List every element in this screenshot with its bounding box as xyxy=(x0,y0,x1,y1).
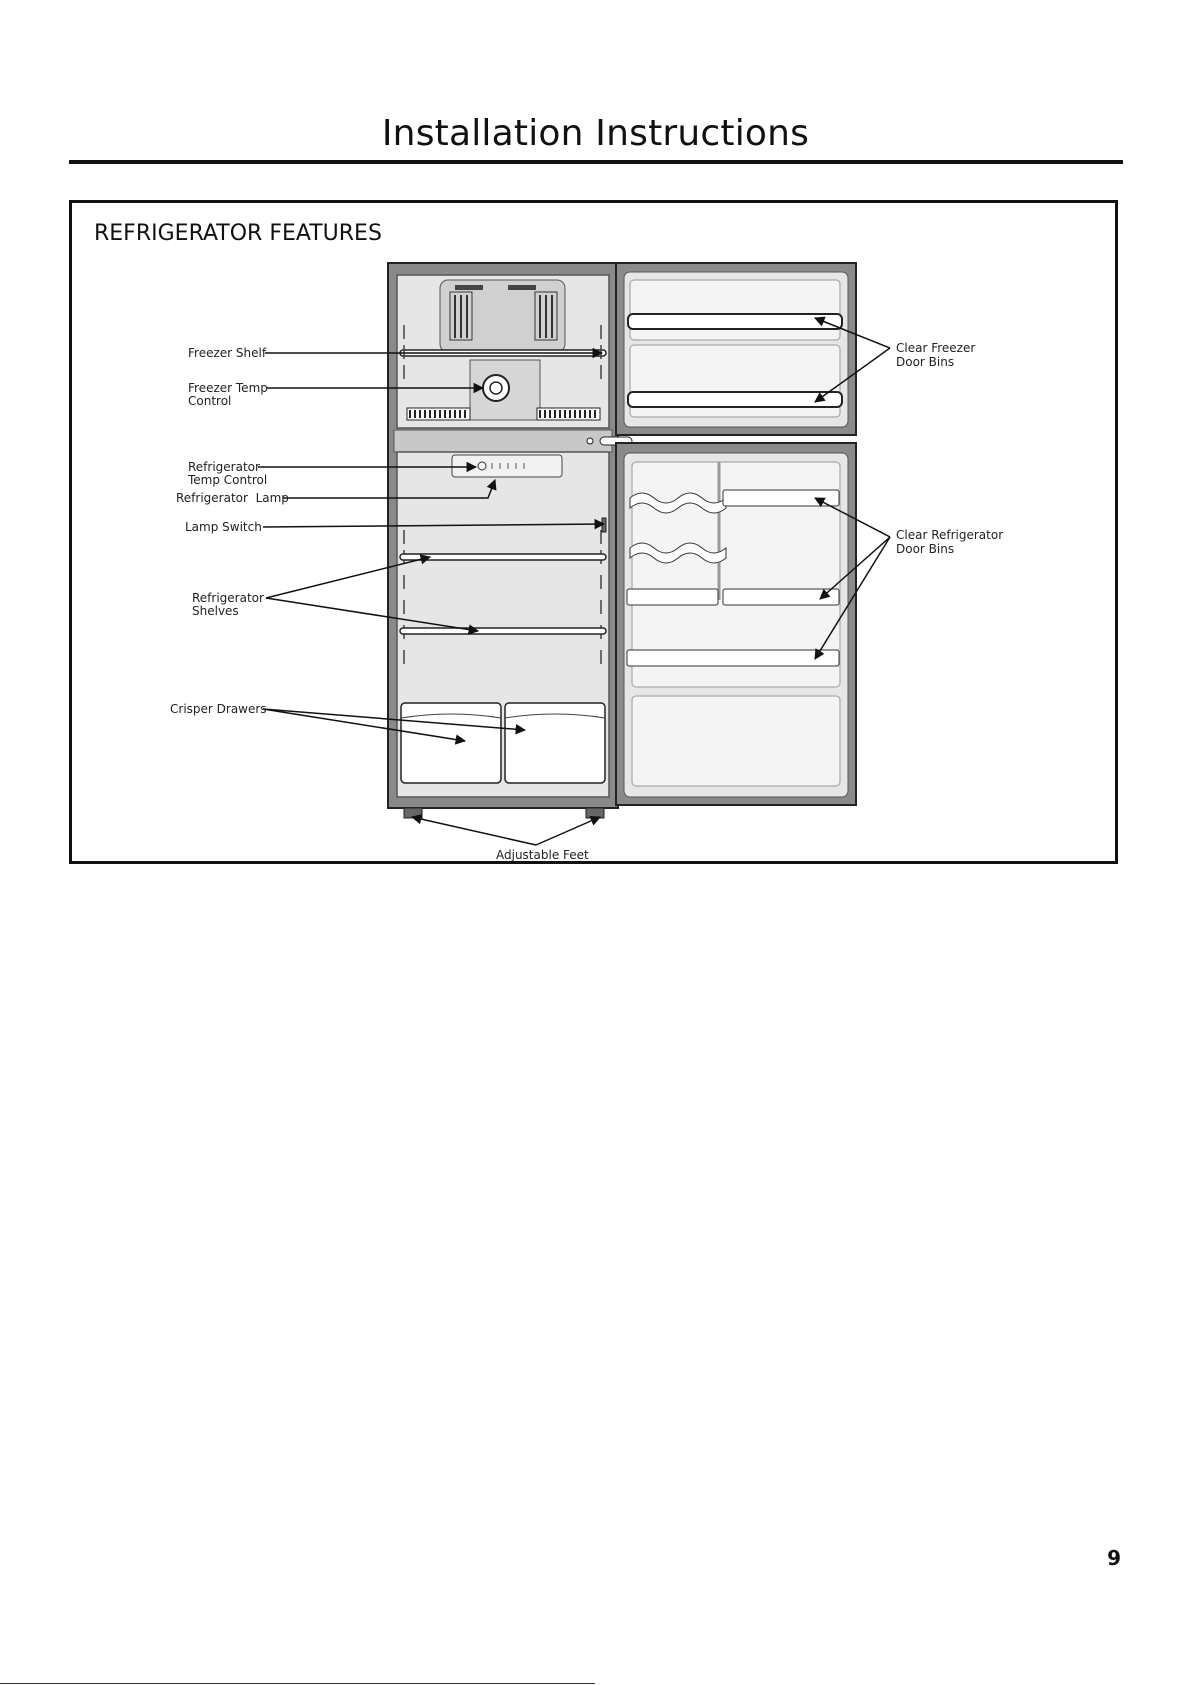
label-lamp-switch: Lamp Switch xyxy=(185,520,262,534)
label-clear-freezer-door-bins-1: Clear Freezer xyxy=(896,341,976,355)
label-freezer-shelf: Freezer Shelf xyxy=(188,346,267,360)
page-title: Installation Instructions xyxy=(381,113,810,154)
freezer-door-bin-upper xyxy=(628,314,842,329)
freezer-door-bin-lower xyxy=(628,392,842,407)
label-adjustable-feet: Adjustable Feet xyxy=(496,848,589,862)
label-refrigerator-lamp: Refrigerator Lamp xyxy=(176,491,289,505)
section-title: REFRIGERATOR FEATURES xyxy=(94,221,382,246)
adjustable-feet xyxy=(404,808,604,818)
refrigerator-shelf-upper xyxy=(400,554,606,560)
refrigerator-door xyxy=(616,443,856,805)
refrigerator-door-bin-1 xyxy=(723,490,839,506)
label-refrigerator-shelves-2: Shelves xyxy=(192,604,239,618)
footer-rule xyxy=(0,1683,595,1684)
freezer-door xyxy=(616,263,856,435)
page-number: 9 xyxy=(1107,1546,1121,1570)
refrigerator-shelf-lower xyxy=(400,628,606,634)
hinge-pin xyxy=(587,438,593,444)
label-clear-refrigerator-door-bins-2: Door Bins xyxy=(896,542,955,556)
label-freezer-temp-control-2: Control xyxy=(188,394,232,408)
refrigerator-door-bin-4 xyxy=(627,650,839,666)
label-crisper-drawers: Crisper Drawers xyxy=(170,702,267,716)
label-refrigerator-temp-control-2: Temp Control xyxy=(188,473,268,487)
label-refrigerator-temp-control-1: Refrigerator xyxy=(188,460,260,474)
label-refrigerator-shelves-1: Refrigerator xyxy=(192,591,264,605)
refrigerator-door-bin-2 xyxy=(627,589,718,605)
label-clear-freezer-door-bins-2: Door Bins xyxy=(896,355,955,369)
freezer-temp-dial xyxy=(470,360,540,420)
freezer-fan-housing xyxy=(440,280,565,352)
label-clear-refrigerator-door-bins-1: Clear Refrigerator xyxy=(896,528,1004,542)
label-freezer-temp-control-1: Freezer Temp xyxy=(188,381,268,395)
lamp-switch xyxy=(602,518,606,532)
refrigerator-temp-panel xyxy=(452,455,562,477)
